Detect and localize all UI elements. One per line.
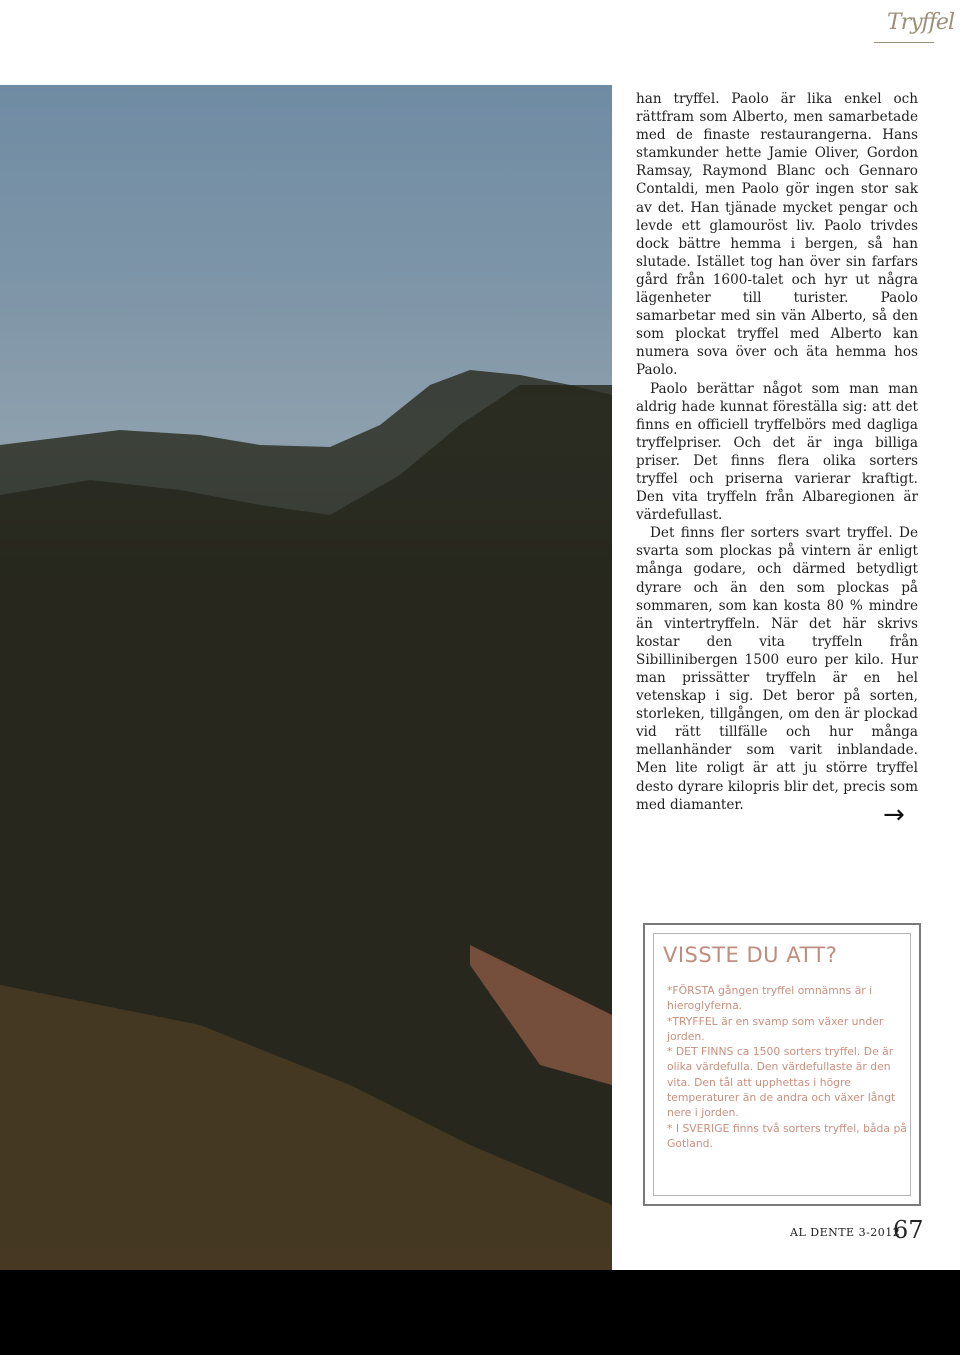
article-body: [636, 90, 918, 814]
article-paragraph: Paolo berättar något som man man aldrig hade kunnat föreställa sig: att det finns en officiell tryffelbörs med dagliga tryffelpriser. Och det är inga billiga priser. Det finns flera olika sorters tryffel och priserna varierar kraftigt. Den vita tryffeln från Albaregionen är värdefullast.: [636, 380, 918, 524]
page-number: 67: [893, 1216, 924, 1244]
logo-underline: [874, 42, 934, 43]
article-paragraph: han tryffel. Paolo är lika enkel och rättfram som Alberto, men samarbetade med de finaste restaurangerna. Hans stamkunder hette Jamie Oliver, Gordon Ramsay, Raymond Blanc och Gennaro Contaldi, men Paolo gör ingen stor sak av det. Han tjänade mycket pengar och levde ett glamouröst liv. Paolo trivdes dock bättre hemma i bergen, så han slutade. Istället tog han över sin farfars gård från 1600-talet och hyr ut några lägenheter till turister. Paolo samarbetar med sin vän Alberto, så den som plockat tryffel med Alberto kan numera sova över och äta hemma hos Paolo.: [636, 91, 918, 379]
fact-box-list: [667, 983, 907, 1151]
section-logo: Tryffel: [887, 10, 954, 35]
fact-box: [643, 923, 921, 1206]
fact-item: *TRYFFEL är en svamp som växer under jorden.: [667, 1014, 884, 1043]
continue-arrow-icon: →: [883, 800, 905, 830]
fact-box-title: VISSTE DU ATT?: [663, 943, 838, 967]
scan-bottom-edge: [0, 1270, 960, 1355]
fact-item: *FÖRSTA gången tryffel omnämns är i hieroglyferna.: [667, 984, 873, 1013]
magazine-name: AL DENTE 3-2012: [790, 1226, 901, 1239]
mountain-landscape-photo: [0, 85, 612, 1270]
fact-item: * DET FINNS ca 1500 sorters tryffel. De är olika värdefulla. Den värdefullaste är den vita. Den tål att upphettas i högre temperaturer än de andra och växer långt nere i jorden.: [667, 1045, 896, 1120]
hillside-silhouette: [0, 85, 612, 1270]
article-paragraph: Det finns fler sorters svart tryffel. De svarta som plockas på vintern är enligt många godare, och därmed betydligt dyrare och än den som plockas på sommaren, som kan kosta 80 % mindre än vintertryffeln. När det här skrivs kostar den vita tryffeln från Sibillinibergen 1500 euro per kilo. Hur man prissätter tryffeln är en hel vetenskap i sig. Det beror på sorten, storleken, tillgången, om den är plockad vid rätt tillfälle och hur många mellanhänder som varit inblandade. Men lite roligt är att ju större tryffel desto dyrare kilopris blir det, precis som med diamanter.: [636, 525, 918, 813]
fact-item: * I SVERIGE finns två sorters tryffel, båda på Gotland.: [667, 1121, 907, 1150]
